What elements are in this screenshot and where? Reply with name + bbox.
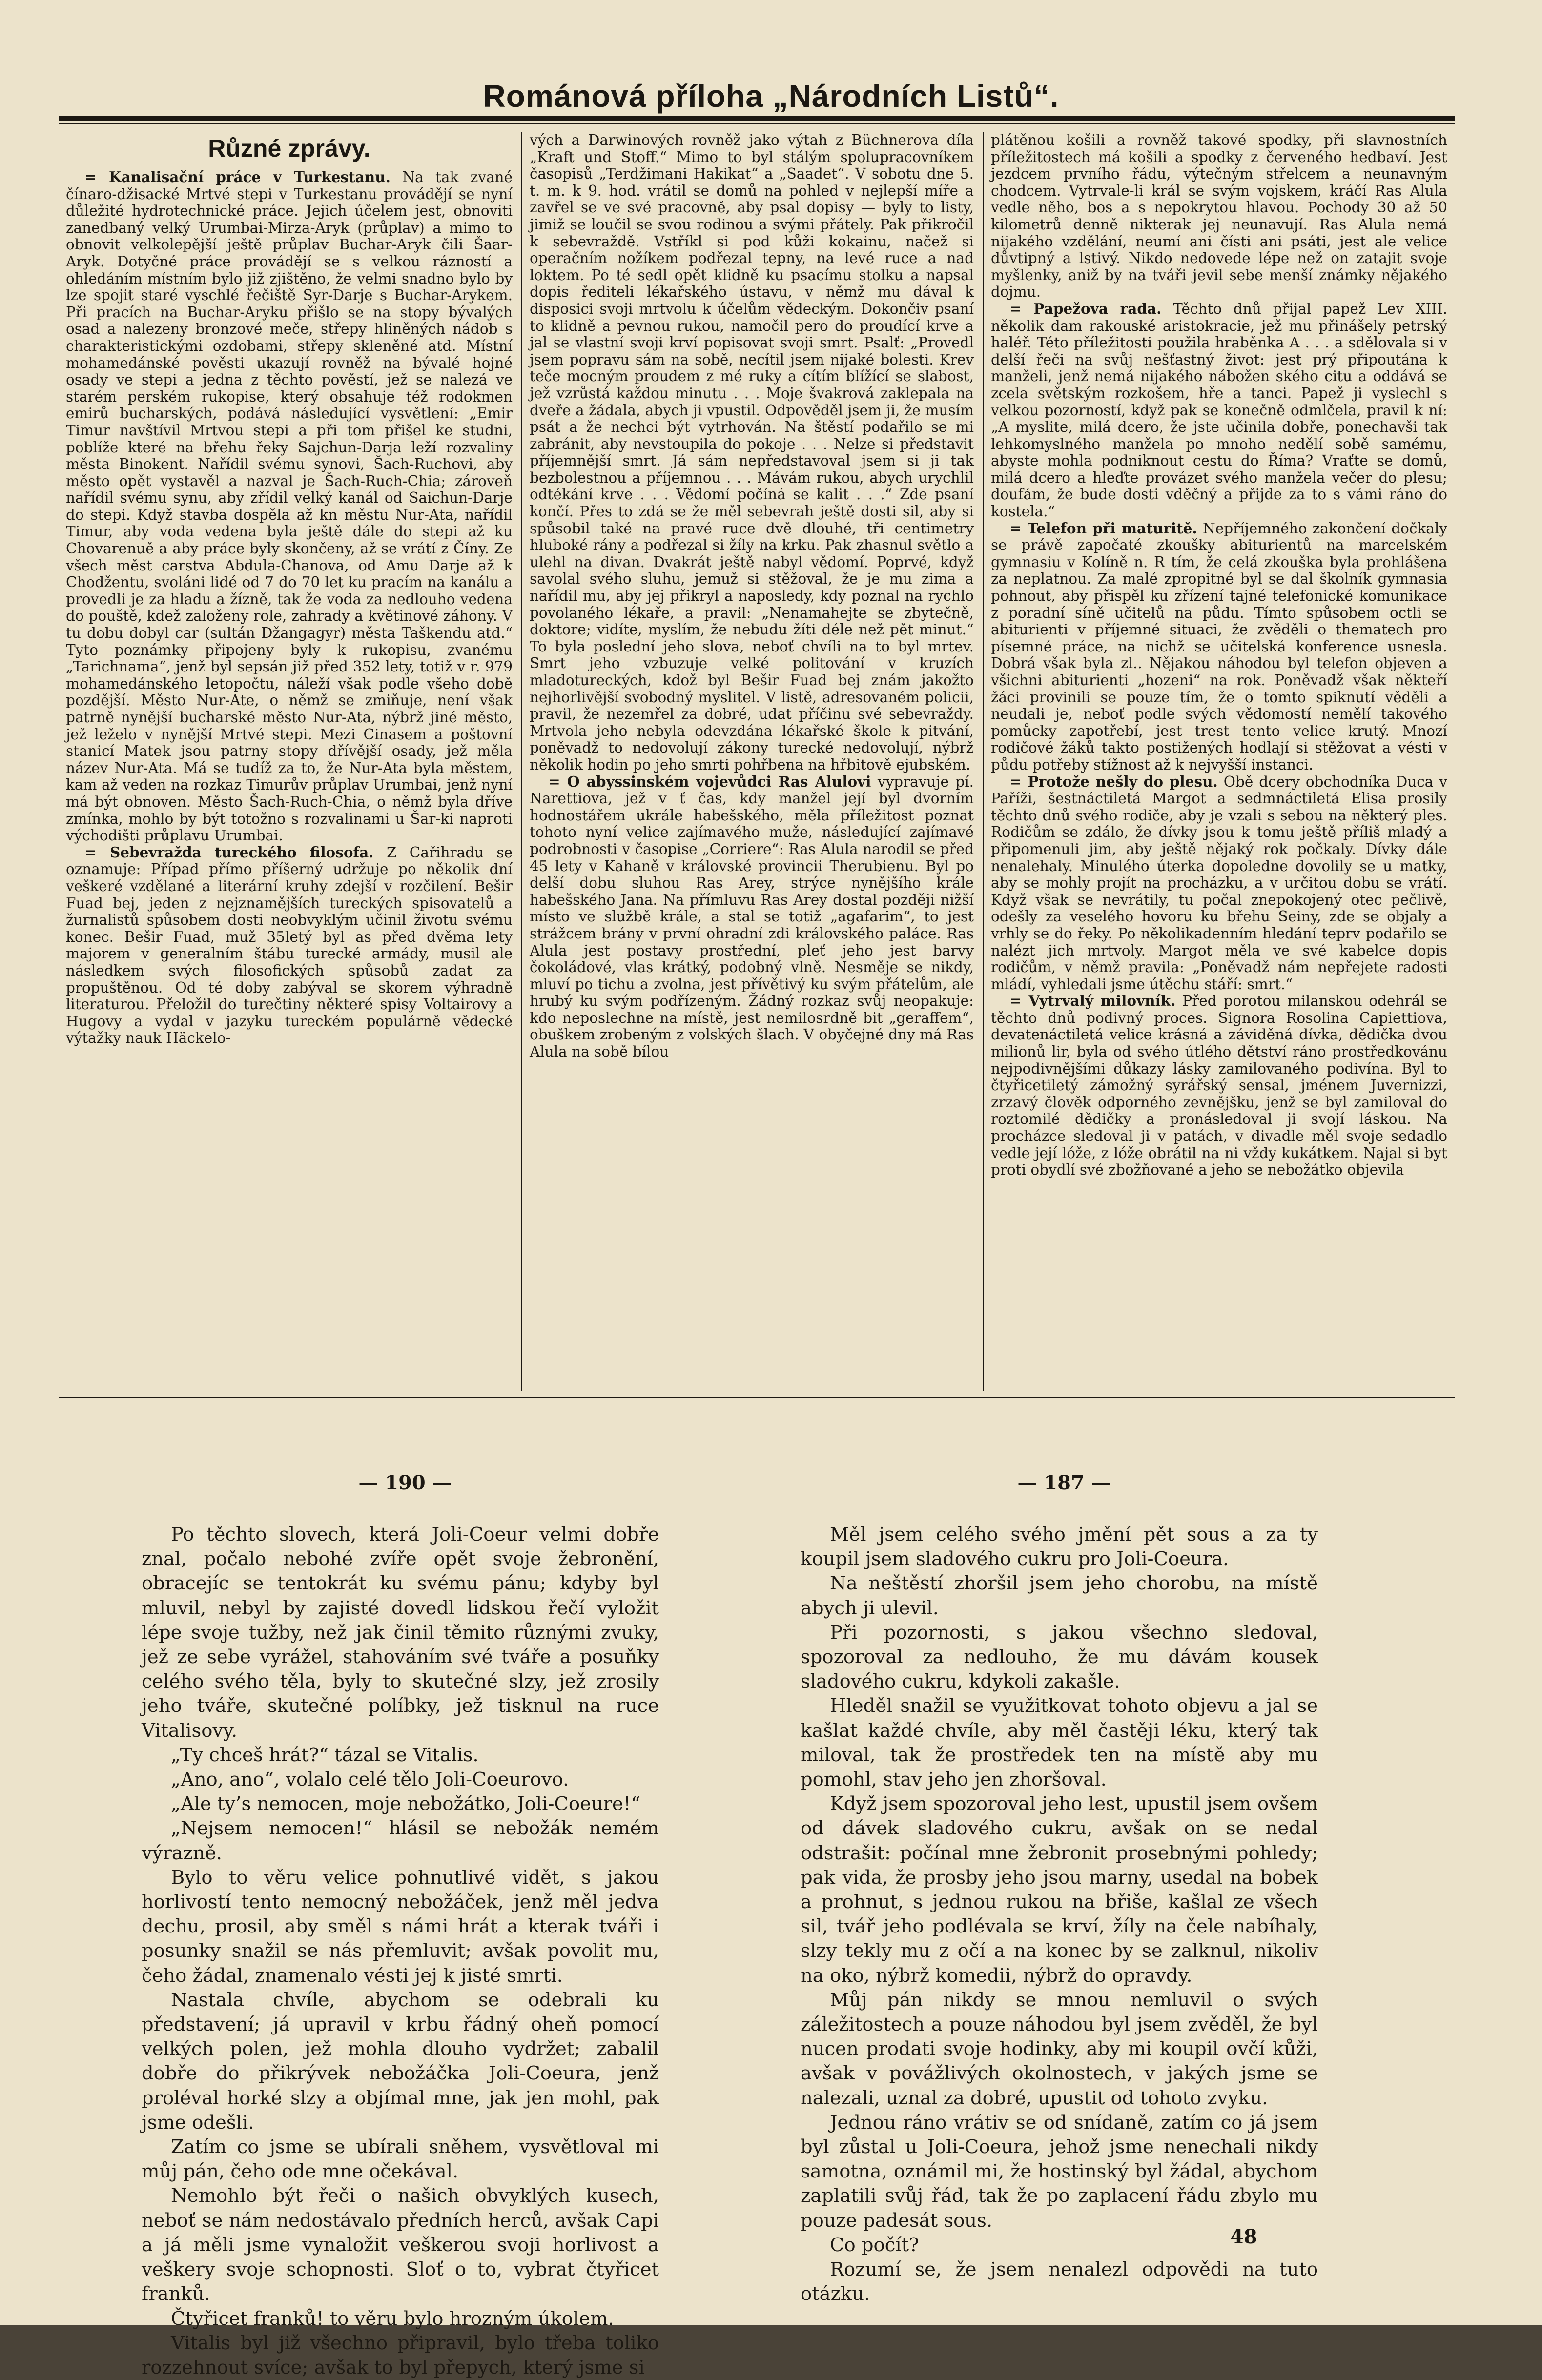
news-item-heading: = Protože nešly do plesu. bbox=[1009, 773, 1218, 790]
news-item-heading: = O abyssinském vojevůdci Ras Alulovi bbox=[548, 773, 871, 790]
novel-page-left bbox=[142, 1523, 659, 2379]
news-item-heading: = Kanalisační práce v Turkestanu. bbox=[84, 168, 391, 185]
news-item bbox=[66, 169, 513, 844]
news-bottom-rule bbox=[59, 1397, 1455, 1398]
novel-paragraph: Když jsem spozoroval jeho lest, upustil jsem ovšem od dávek sladového cukru, avšak on se nedal odstrašit: počínal mne žebronit prosebnými pohledy; pak vida, že prosby jeho jsou marny, usedal na bobek a prohnut, s jednou rukou na břiše, kašlal ze všech sil, tvář jeho podlévala se krví, žíly na čele nabíhaly, slzy tekly mu z očí a na konec by se zalknul, nikoliv na oko, nýbrž komedii, nýbrž do opravdy. bbox=[801, 1793, 1318, 1987]
news-item-heading: = Sebevražda tureckého filosofa. bbox=[84, 843, 374, 861]
novel-paragraph: „Nejsem nemocen!“ hlásil se nebožák nemém výrazně. bbox=[142, 1817, 659, 1864]
news-item-heading: = Vytrvalý milovník. bbox=[1009, 992, 1176, 1010]
news-item-text: Nepříjemného zakončení dočkaly se právě započaté zkoušky abiturientů na marcelském gymnasiu v Kolíně n. R tím, že celá zkouška byla prohlášena za neplatnou. Za malé zpropitné byl se dal školník gymnasia pohnout, aby přispěl ku zřízení tajné telefonické komunikace z poradní síně učitelů na půdu. Tímto spůsobem octli se abiturienti v příjemné situaci, že zvěděli o thematech pro písemné práce, na nichž se učitelská konference usnesla. Dobrá však byla zl.. Nějakou náhodou byl telefon objeven a všichni abiturienti „hozeni“ na rok. Poněvadž však někteří žáci provinili se pouze tím, že o tomto spiknutí věděli a neudali je, neboť podle svých vědomostí nemělí takového pomůcky zapotřebí, jest trest tento velice krutý. Mnozí rodičové žáků takto postižených hodlají si stěžovat a vésti v půdu potřeby stížnost až k nejvyšší instanci. bbox=[991, 520, 1447, 773]
novel-paragraph: Nemohlo být řeči o našich obvyklých kusech, neboť se nám nedostávalo předních herců, avšak Capi a já měli jsme vynaložit veškerou svoji horlivost a veškery svoje schopnosti. Sloť o to, vybrat čtyřicet franků. bbox=[142, 2185, 659, 2305]
news-item-heading: = Telefon při maturitě. bbox=[1009, 519, 1197, 537]
novel-paragraph: „Ale ty’s nemocen, moje nebožátko, Joli-Coeure!“ bbox=[171, 1793, 640, 1815]
news-item-text: vypravuje pí. Narettiova, jež v ť čas, kdy manžel její byl dvorním hodnostářem ukrále habešského, měla příležitost poznat tohoto nyní velice zajímavého muže, následující zajímavé podrobnosti v časopise „Corriere“: Ras Alula narodil se před 45 lety v Kahaně v královské provincii Therubienu. Byl po delší dobu sluhou Ras Arey, strýce nynějšího krále habešského Jana. Na přímluvu Ras Arey dostal později nižší místo ve službě krále, a stal se totiž „agafarim“, to jest strážcem brány v první ohradní zdi královského paláce. Ras Alula jest postavy prostřední, pleť jeho jest barvy čokoládové, vlas krátký, podobný vlně. Nesměje se nikdy, mluví po tichu a zvolna, jest přívětivý ku svým přátelům, ale hrubý ku svým podřízeným. Žádný rozkaz svůj neopakuje: kdo neposlechne na místě, jest nemilosrdně bit „geraffem“, obuškem zrobeným z volských šlach. V obyčejné dny má Ras Alula na sobě bílou bbox=[530, 773, 974, 1060]
novel-paragraph: Čtyřicet franků! to věru bylo hrozným úkolem. bbox=[171, 2307, 614, 2330]
section-title: Různé zprávy. bbox=[208, 135, 370, 162]
novel-paragraph: Po těchto slovech, která Joli-Coeur velmi dobře znal, počalo nebohé zvíře opět svoje žebronění, obracejíc se tentokrát ku svému pánu; kdyby byl mluvil, nebyl by zajisté dovedl lidskou řečí vyložit lépe svoje tužby, než jak činil těmito různými zvuky, jež ze sebe vyrážel, stahováním své tváře a posuňky celého svého těla, byly to skutečné slzy, jež zrosily jeho tváře, skutečné políbky, jež tisknul na ruce Vitalisovy. bbox=[142, 1524, 659, 1742]
news-item bbox=[530, 132, 974, 773]
novel-paragraph: „Ano, ano“, volalo celé tělo Joli-Coeurovo. bbox=[171, 1769, 569, 1791]
novel-paragraph: Vitalis byl již všechno připravil, bylo třeba toliko rozzehnout svíce; avšak to byl přepych, který jsme si bbox=[142, 2332, 659, 2379]
column-divider bbox=[983, 132, 984, 1391]
news-item bbox=[991, 301, 1447, 520]
novel-paragraph: Co počít? bbox=[830, 2234, 919, 2256]
page-number-left: — 190 — bbox=[358, 1471, 452, 1494]
news-item bbox=[530, 773, 974, 1060]
novel-paragraph: Můj pán nikdy se mnou nemluvil o svých záležitostech a pouze náhodou byl jsem zvěděl, že byl nucen prodati svoje hodinky, aby mi koupil ovčí kůži, avšak v povážlivých okolnostech, v jakých jsme se nalezali, uznal za dobré, upustit od tohoto zvyku. bbox=[801, 1989, 1318, 2109]
novel-paragraph: Na neštěstí zhoršil jsem jeho chorobu, na místě abych ji ulevil. bbox=[801, 1572, 1318, 1619]
novel-paragraph: Měl jsem celého svého jmění pět sous a za ty koupil jsem sladového cukru pro Joli-Coeura. bbox=[801, 1524, 1318, 1570]
news-item-text: Před porotou milanskou odehrál se těchto dnů podivný proces. Signora Rosolina Capiettiova, devatenáctiletá velice krásná a záviděná dívka, dědička dvou milionů lir, byla od svého útlého dětství ráno prostředkovánu nejpodivnějšími důkazy lásky zamilovaného podivína. Byl to čtyřicetiletý zámožný syrářský sensal, jménem Juvernizzi, zrzavý člověk odporného zevnějšku, jenž se byl zamiloval do roztomilé dědičky a pronásledoval ji svojí láskou. Na procházce sledoval ji v patách, v divadle měl svoje sedadlo vedle její lóže, z lóže obrátil na ni vždy kukátkem. Najal si byt proti obydlí své zbožňované a jeho se nebožátko objevila bbox=[991, 993, 1447, 1179]
folio-number: 48 bbox=[1230, 2225, 1257, 2248]
novel-paragraph: „Ty chceš hrát?“ tázal se Vitalis. bbox=[171, 1744, 479, 1766]
supplement-header: Románová příloha „Národních Listů“. bbox=[483, 79, 1059, 114]
news-item bbox=[66, 844, 513, 1047]
news-item bbox=[991, 520, 1447, 773]
news-item-heading: = Papežova rada. bbox=[1009, 300, 1162, 317]
news-item-text: Obě dcery obchodníka Duca v Paříži, šestnáctiletá Margot a sedmnáctiletá Elisa prosily těchto dnů svého rodiče, aby je vzali s sebou na některý ples. Rodičům se zdálo, že dívky jsou k tomu ještě příliš mladý a připomenuli jim, aby ještě nějaký rok počkaly. Dívky dále nenalehaly. Minulého úterka dopoledne dovolily se u matky, aby se mohly projít na procházku, a v určitou dobu se vrátí. Když však se nevrátily, tu počal znepokojený otec pečlivě, odešly za veselého hovoru ku břehu Seiny, zde se objaly a vrhly se do řeky. Po několikadenním hledání teprv podařilo se nalézt jich mrtvoly. Margot měla ve své kabelce dopis rodičům, v němž pravila: „Poněvadž nám nepřejete radosti mládí, vyhledali jsme útěchu stáří: smrt.“ bbox=[991, 773, 1447, 993]
news-item-text: Z Cařihradu se oznamuje: Případ přímo příšerný udržuje po několik dní veškeré vzdělané a literární kruhy zdejší v rozčilení. Bešir Fuad bej, jeden z nejznamějších tureckých spisovatelů a žurnalistů spůsobem dosti neobvyklým učinil životu svému konec. Bešir Fuad, muž 35letý byl as před dvěma lety majorem v generalním štábu turecké armády, musil ale následkem svých filosofických spůsobů zadat za propuštěnou. Od té doby zabýval se skorem výhradně literaturou. Přeložil do turečtiny některé spisy Voltairovy a Hugovy a vydal v jazyku tureckém populárně vědecké výtažky nauk Häckelo- bbox=[66, 844, 513, 1047]
page-number-right: — 187 — bbox=[1017, 1471, 1111, 1494]
novel-paragraph: Hleděl snažil se využitkovat tohoto objevu a jal se kašlat každé chvíle, aby měl častěji léku, který tak miloval, tak že prostředek ten na místě aby mu pomohl, stav jeho jen zhoršoval. bbox=[801, 1695, 1318, 1791]
header-rule-thin bbox=[59, 123, 1455, 124]
news-item-text: plátěnou košili a rovněž takové spodky, při slavnostních příležitostech má košili a spodky z červeného hedbaví. Jest jezdcem prvního řádu, výtečným střelcem a neunavným chodcem. Vytrvale-li král se svým vojskem, kráčí Ras Alula vedle něho, bos a s nepokrytou hlavou. Pochody 30 až 50 kilometrů denně nikterak jej neunavují. Ras Alula nemá nijakého vzdělání, neumí ani čísti ani psáti, jest ale velice důvtipný a lstivý. Nikdo nedovede lépe než on zatajit svoje myšlenky, aniž by na tváři jevil sebe menší známky nějakého dojmu. bbox=[991, 132, 1447, 301]
news-item-text: vých a Darwinových rovněž jako výtah z Büchnerova díla „Kraft und Stoff.“ Mimo to byl stálým spolupracovníkem časopisů „Terdžimani Hakikat“ a „Saadet“. V sobotu dne 5. t. m. k 9. hod. vrátil se domů na pohled v nejlepší míře a zavřel se ve své pracovně, aby psal dopisy — byly to listy, jimiž se loučil se svou rodinou a svými přátely. Pak přikročil k sebevraždě. Vstříkl si pod kůži kokainu, načež si operačním nožíkem podřezal tepny, na levé ruce a nad loktem. Po té sedl opět klidně ku psacímu stolku a napsal dopis řediteli lékařského ústavu, v němž mu dával k disposici svoji mrtvolu k účelům vědeckým. Dokončiv psaní to klidně a pevnou rukou, namočil pero do proudící krve a jal se vlastní svoji krví popisovat svoji smrt. Psalť: „Provedl jsem popravu sám na sobě, necítil jsem nijaké bolesti. Krev teče mocným proudem z mé ruky a cítím blížící se slabost, jež vzrůstá každou minutu . . . Moje švakrová zaklepala na dveře a žádala, abych ji vpustil. Odpověděl jsem ji, že musím psát a že nechci být vytrhován. Na štěstí podařilo se mi zabránit, aby nevstoupila do pokoje . . . Nelze si představit příjemnější smrt. Já sám nepředstavoval jsem si ji tak bezbolestnou a příjemnou . . . Mávám rukou, abych urychlil odtékání krve . . . Vědomí počíná se kalit . . .“ Zde psaní končí. Přes to zdá se že měl sebevrah ještě dosti sil, aby si spůsobil také na pravé ruce dvě dlouhé, tři centimetry hluboké rány a podřezal si žíly na krku. Pak zhasnul světlo a ulehl na divan. Dvakrát ještě nabyl vědomí. Poprvé, když savolal svého sluhu, jemuž si stěžoval, že je mu zima a nařídil mu, aby jej přikryl a naposledy, kdy poznal na rychlo povolaného lékaře, a pravil: „Nenamahejte se zbytečně, doktore; vidíte, myslím, že nebudu žíti déle než pět minut.“ To byla poslední jeho slova, neboť chvíli na to byl mrtev. Smrt jeho vzbuzuje velké politování v kruzích mladotureckých, kdož byl Bešir Fuad bej znám jakožto nejhorlivější svobodný myslitel. V listě, adresovaném policii, pravil, že nezemřel za dobré, udat příčinu své sebevraždy. Mrtvola jeho nebyla odevzdána lékařské škole k pitvání, poněvadž to nedovolují zákony turecké nedovolují, nýbrž několik hodin po jeho smrti pohřbena na hřbitově ejubském. bbox=[530, 132, 974, 773]
news-item bbox=[991, 993, 1447, 1179]
news-column-1 bbox=[66, 132, 513, 1381]
news-item bbox=[991, 132, 1447, 301]
novel-paragraph: Při pozornosti, s jakou všechno sledoval, spozoroval za nedlouho, že mu dávám kousek sladového cukru, kdykoli zakašle. bbox=[801, 1621, 1318, 1693]
novel-paragraph: Nastala chvíle, abychom se odebrali ku představení; já upravil v krbu řádný oheň pomocí velkých polen, jež mohla dlouho vydržet; zabalil dobře do přikrývek nebožáčka Joli-Coeura, jenž proléval horké slzy a objímal mne, jak jen mohl, pak jsme odešli. bbox=[142, 1989, 659, 2134]
header-rule bbox=[59, 116, 1455, 121]
news-item-text: Těchto dnů přijal papež Lev XIII. několik dam rakouské aristokracie, jež mu přinášely petrský haléř. Této příležitosti použila hraběnka A . . . a sdělovala si v delší řeči na svůj nešťastný život: jest prý připoutána k manželi, jenž nemá nijakého nábožen ského citu a oddává se zcela světským rozkošem, hře a tanci. Papež ji vyslechl s velkou pozorností, když pak se konečně odmlčela, pravil k ní: „A myslite, milá dcero, že jste učinila dobře, ponechavši tak lehkomyslného manžela po mnoho nedělí sobě samému, abyste mohla podniknout cestu do Říma? Vraťte se domů, milá dcero a hleďte provázet svého manžela večer do plesu; doufám, že bude dosti vděčný a přijde za to s vámi ráno do kostela.“ bbox=[991, 300, 1447, 520]
novel-paragraph: Bylo to věru velice pohnutlivé vidět, s jakou horlivostí tento nemocný nebožáček, jenž měl jedva dechu, prosil, aby směl s námi hrát a kterak tváři i posunky snažil se nás přemluvit; avšak povolit mu, čeho žádal, znamenalo vésti jej k jisté smrti. bbox=[142, 1866, 659, 1987]
novel-paragraph: Zatím co jsme se ubírali sněhem, vysvětloval mi můj pán, čeho ode mne očekával. bbox=[142, 2136, 659, 2183]
news-column-2 bbox=[530, 132, 974, 1381]
news-item bbox=[991, 773, 1447, 993]
novel-paragraph: Rozumí se, že jsem nenalezl odpovědi na tuto otázku. bbox=[801, 2258, 1318, 2305]
news-column-3 bbox=[991, 132, 1447, 1381]
news-item-text: Na tak zvané čínaro-džisacké Mrtvé stepi v Turkestanu provádějí se nyní důležité hydrotechnické práce. Jejich účelem jest, obnoviti zanedbaný velký Urumbai-Mirza-Aryk (průplav) a mimo to obnovit velkolepější ještě průplav Buchar-Aryk čili Šaar-Aryk. Dotyčné práce provádějí se s velkou rázností a ohledáním místním bylo již zjištěno, že velmi snadno bylo by lze spojit staré vyschlé řečiště Syr-Darje s Buchar-Arykem. Při pracích na Buchar-Aryku přišlo se na stopy bývalých osad a nalezeny bronzové meče, střepy hliněných nádob s charakteristickými ozdobami, střepy skleněné atd. Místní mohamedánské pověsti ukazují rovněž na bývalé hojné osady ve stepi a jedna z těchto pověstí, jež se nalezá ve starém perském rukopise, který obsahuje též rodokmen emirů bucharských, podává následující vysvětlení: „Emir Timur navštívil Mrtvou stepi a při tom přišel ke studni, poblíže které na břehu řeky Sajchun-Darja leží rozvaliny města Binokent. Nařídil svému synovi, Šach-Ruchovi, aby město opět vystavěl a nazval je Šach-Ruch-Chia; zároveň nařídil svému synu, aby zřídil velký kanál od Saichun-Darje do stepi. Když stavba dospěla až kn městu Nur-Ata, nařídil Timur, aby voda vedena byla ještě dále do stepi až ku Chovarenuě a aby práce byly skončeny, až se vrátí z Číny. Ze všech měst carstva Abdula-Chanova, od Amu Darje až k Chodžentu, svoláni lidé od 7 do 70 let ku pracím na kanálu a provedli je za hladu a žízně, tak že voda za nedlouho vedena do pouště, kdež založeny role, zahrady a květinové záhony. V tu dobu dobyl car (sultán Džangagyr) města Taškendu atd.“ Tyto poznámky připojeny byly k rukopisu, zvanému „Tarichnama“, jenž byl sepsán již před 352 lety, totiž v r. 979 mohamedánského letopočtu, náleží však podle všeho době pozdější. Město Nur-Ate, o němž se zmiňuje, není však patrně nynější bucharské město Nur-Ata, nýbrž jiné město, jež leželo v nynější Mrtvé stepi. Mezi Cinasem a poštovní stanicí Matek jsou patrny stopy dřívější osady, jež měla název Nur-Ata. Má se tudíž za to, že Nur-Ata byla městem, kam až veden na rozkaz Timurův průplav Urumbai, jenž nyní má být obnoven. Město Šach-Ruch-Chia, o němž byla dříve zmínka, mohlo by být totožno s rozvalinami u Šar-ki naproti východišti průplavu Urumbai. bbox=[66, 169, 513, 844]
column-divider bbox=[521, 132, 522, 1391]
novel-paragraph: Jednou ráno vrátiv se od snídaně, zatím co já jsem byl zůstal u Joli-Coeura, jehož jsme nenechali nikdy samotna, oznámil mi, že hostinský byl žádal, abychom zaplatili svůj řád, tak že po zaplacení řádu zbylo mu pouze padesát sous. bbox=[801, 2111, 1318, 2232]
